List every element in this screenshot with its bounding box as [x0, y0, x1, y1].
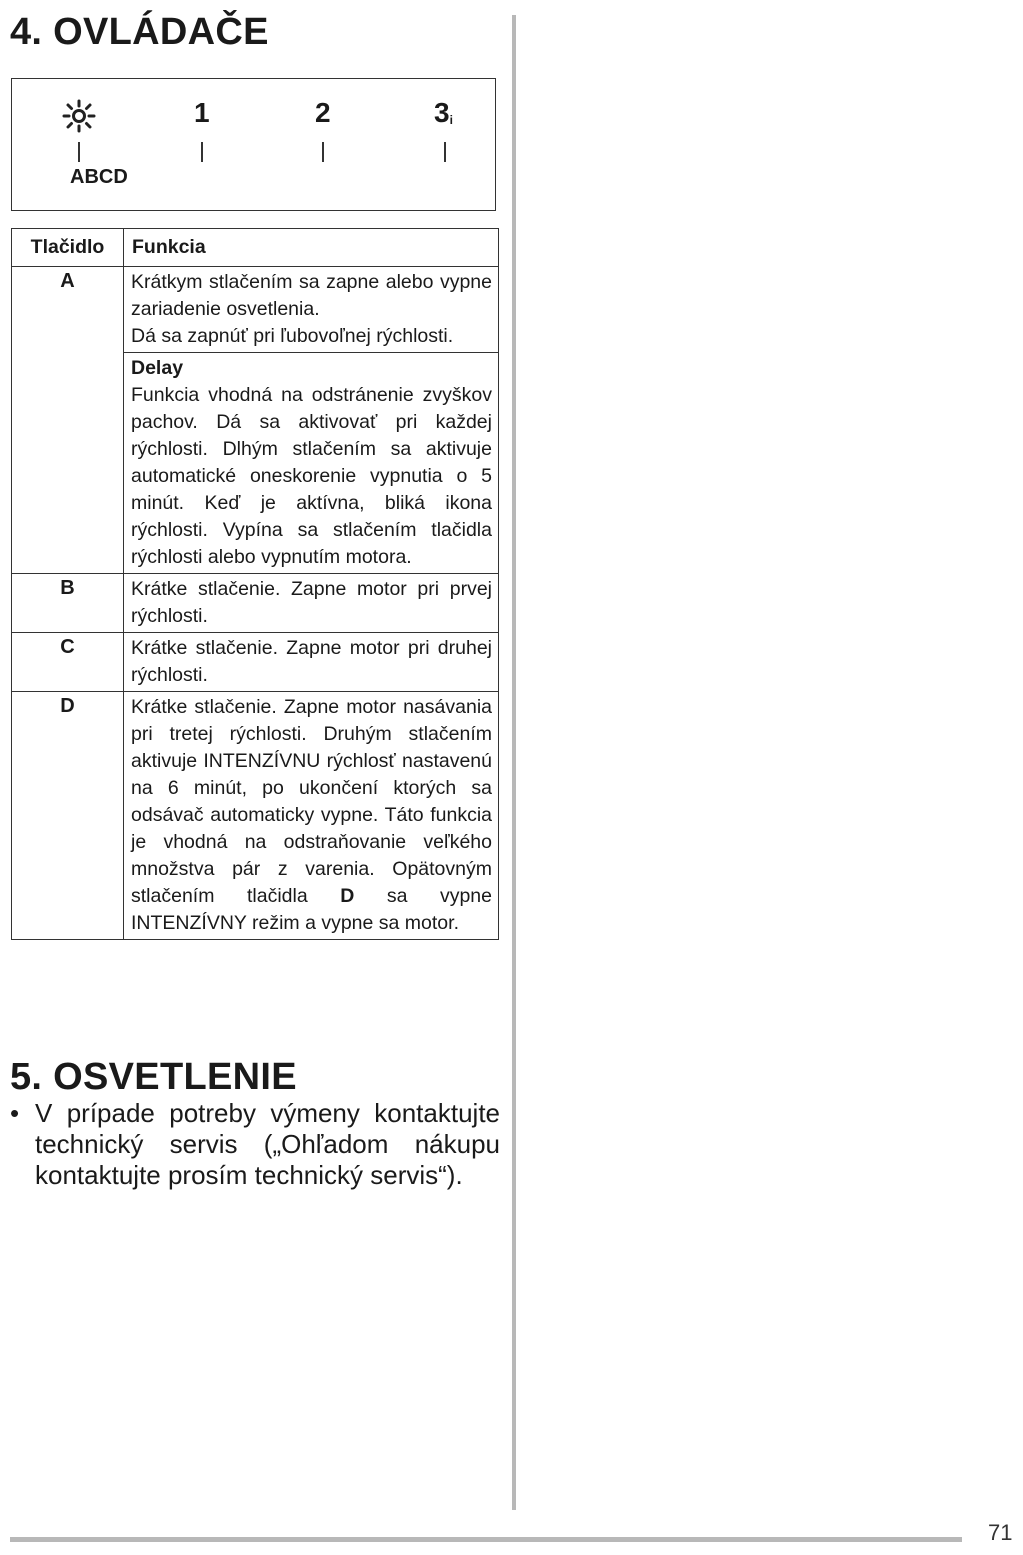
- speed-3-symbol: [434, 99, 453, 127]
- speed-2-symbol: 2: [315, 97, 331, 128]
- tick-a: [78, 142, 80, 162]
- delay-title: Delay: [131, 357, 184, 379]
- delay-text: Funkcia vhodná na odstránenie zvyškov pachov. Dá sa aktivovať pri každej rýchlosti. Dlhým stlačením sa aktivuje automatické oneskorenie vypnutia o 5 minút. Keď je aktívna, bliká ikona rýchlosti. Vypína sa stlačením tlačidla rýchlosti alebo vypnutím motora.: [131, 384, 492, 568]
- section-5-bullet-list: [10, 1098, 500, 1191]
- table-row: [12, 574, 499, 633]
- row-d-text: [124, 692, 499, 940]
- panel-label: ABCD: [70, 166, 128, 188]
- header-function: Funkcia: [124, 229, 499, 267]
- row-key-b: B: [12, 574, 124, 633]
- row-b-text: Krátke stlačenie. Zapne motor pri prvej rýchlosti.: [124, 574, 499, 633]
- page-number: 71: [988, 1520, 1013, 1545]
- control-panel-diagram: [11, 78, 496, 211]
- row-a-delay: [124, 353, 499, 574]
- column-divider: [512, 15, 516, 1510]
- tick-d: [444, 142, 446, 162]
- row-c-text: Krátke stlačenie. Zapne motor pri druhej rýchlosti.: [124, 633, 499, 692]
- row-d-text-before: Krátke stlačenie. Zapne motor nasávania pri tretej rýchlosti. Druhým stlačením aktivuje INTENZÍVNU rýchlosť nastavenú na 6 minút, po ukončení ktorých sa odsávač automaticky vypne. Táto funkcia je vhodná na odstraňovanie veľkého množstva pár z varenia. Opätovným stlačením tlačidla: [131, 696, 492, 907]
- row-key-a: A: [12, 267, 124, 574]
- light-sun-icon: [62, 99, 96, 138]
- table-row: [12, 267, 499, 353]
- row-d-key-ref: D: [340, 885, 355, 907]
- tick-c: [322, 142, 324, 162]
- row-key-c: C: [12, 633, 124, 692]
- section-4-title: 4. OVLÁDAČE: [10, 11, 269, 53]
- footer-rule: [10, 1537, 962, 1542]
- header-button: Tlačidlo: [12, 229, 124, 267]
- row-key-d: D: [12, 692, 124, 940]
- function-table: [11, 228, 499, 940]
- speed-3-number: 3: [434, 97, 450, 128]
- table-row: [12, 633, 499, 692]
- row-a-light-text: [124, 267, 499, 353]
- row-a-light-line-2: Dá sa zapnúť pri ľubovoľnej rýchlosti.: [131, 325, 454, 347]
- row-a-light-line-1: Krátkym stlačením sa zapne alebo vypne zariadenie osvetlenia.: [131, 271, 492, 320]
- tick-b: [201, 142, 203, 162]
- speed-1-symbol: 1: [194, 97, 210, 128]
- list-item: • V prípade potreby výmeny kontaktujte technický servis („Ohľadom nákupu kontaktujte prosím technický servis“).: [10, 1098, 500, 1191]
- row-d-text-after: sa vypne INTENZÍVNY režim a vypne sa motor.: [131, 885, 492, 934]
- table-row: [12, 692, 499, 940]
- speed-3-intensive-suffix: i: [449, 113, 453, 127]
- section-5-title: 5. OSVETLENIE: [10, 1056, 297, 1098]
